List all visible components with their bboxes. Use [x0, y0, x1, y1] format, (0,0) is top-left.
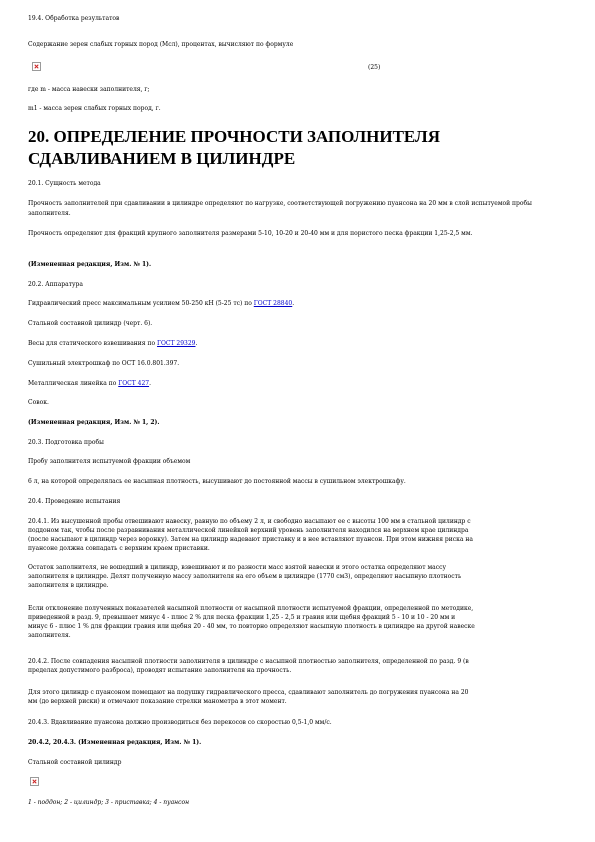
s20-3-paragraph-2: 6 л, на которой определялась ее насыпная плотность, высушивают до постоянной массы в сушильном электрошкафу.	[28, 478, 406, 485]
section-20-title-line2: СДАВЛИВАНИЕМ В ЦИЛИНДРЕ	[28, 149, 296, 168]
s20-2-ruler: Металлическая линейка по ГОСТ 427.	[28, 380, 151, 387]
s20-4-1-line: пуансоне должна совпадать с верхним краем приставки.	[28, 545, 210, 552]
s20-3-heading: 20.3. Подготовка пробы	[28, 439, 104, 446]
s20-2-heading: 20.2. Аппаратура	[28, 281, 83, 288]
s20-2-scales: Весы для статического взвешивания по ГОСТ 29329.	[28, 340, 198, 347]
section-19-4-intro: Содержание зерен слабых горных пород (Мсл), процентах, вычисляют по формуле	[28, 41, 294, 48]
s20-4-note: 20.4.2, 20.4.3. (Измененная редакция, Изм. № 1).	[28, 739, 202, 746]
s20-2-scoop: Совок.	[28, 399, 49, 406]
drawing-caption: Стальной составной цилиндр	[28, 759, 122, 766]
s20-1-heading: 20.1. Сущность метода	[28, 180, 101, 187]
broken-image-icon	[30, 777, 39, 786]
gost-427-link[interactable]: ГОСТ 427	[118, 380, 150, 387]
s20-2-press: Гидравлический пресс максимальным усилием 50-250 кН (5-25 тс) по ГОСТ 28840.	[28, 300, 295, 307]
s20-4-1c-line: приведенной в разд. 9, превышает минус 4 - плюс 2 % для песка фракции 1,25 - 2,5 и гравия или щебня фракций 5 - 10 и 10 - 20 мм и	[28, 614, 456, 621]
s20-1-note: (Измененная редакция, Изм. № 1).	[28, 261, 152, 268]
s20-2-oven: Сушильный электрошкаф по ОСТ 16.0.801.397.	[28, 360, 180, 367]
where-m1-text: m1 - масса зерен слабых горных пород, г.	[28, 105, 161, 112]
s20-4-1-line: (после насыпают в цилиндр через воронку). Затем на цилиндр надевают приставку и в нее вставляют пуансон. При этом нижняя риска на	[28, 536, 473, 543]
broken-image-icon	[32, 62, 41, 71]
s20-4-1-line: поддоном так, чтобы после разравнивания металлической линейкой верхний уровень заполнителя находился на верхнем крае цилиндра	[28, 527, 469, 534]
s20-4-1b-line: Остаток заполнителя, не вошедший в цилиндр, взвешивают и по разности масс взятой навески и этого остатка определяют массу	[28, 564, 446, 571]
section-20-title	[28, 126, 558, 170]
section-20-title-line1: 20. ОПРЕДЕЛЕНИЕ ПРОЧНОСТИ ЗАПОЛНИТЕЛЯ	[28, 127, 440, 146]
section-19-4-heading: 19.4. Обработка результатов	[28, 15, 120, 22]
formula-number: (25)	[368, 64, 381, 71]
s20-4-2-line: пределах допустимого разброса), проводят испытание заполнителя на прочность.	[28, 667, 292, 674]
s20-4-1c-line: заполнителя.	[28, 632, 71, 639]
s20-4-1c-line: Если отклонение полученных показателей насыпной плотности от насыпной плотности испытуемой фракции, определенной по методике,	[28, 605, 474, 612]
s20-3-paragraph-1: Пробу заполнителя испытуемой фракции объемом	[28, 458, 191, 465]
s20-4-3: 20.4.3. Вдавливание пуансона должно производиться без перекосов со скоростью 0,5-1,0 мм/с.	[28, 719, 332, 726]
gost-29329-link[interactable]: ГОСТ 29329	[157, 340, 196, 347]
gost-28840-link[interactable]: ГОСТ 28840	[253, 300, 293, 307]
s20-4-1b-line: заполнителя в цилиндре.	[28, 582, 109, 589]
s20-4-1-line: 20.4.1. Из высушенной пробы отвешивают навеску, равную по объему 2 л, и свободно насыпают ее с высоты 100 мм в стальной цилиндр с	[28, 518, 471, 525]
s20-1-paragraph-2: Прочность определяют для фракций крупного заполнителя размерами 5-10, 10-20 и 20-40 мм и для пористого песка фракции 1,25-2,5 мм.	[28, 230, 473, 237]
s20-4-2b-line: мм (до верхней риски) и отмечают показание стрелки манометра в этот момент.	[28, 698, 287, 705]
s20-2-note: (Измененная редакция, Изм. № 1, 2).	[28, 419, 160, 426]
s20-4-1c-line: минус 6 - плюс 1 % для фракции гравия или щебня 20 - 40 мм, то повторно определяют насыпную плотность в цилиндре на другой навеске	[28, 623, 475, 630]
where-m-text: где m - масса навески заполнителя, г;	[28, 86, 150, 93]
s20-2-cylinder: Стальной составной цилиндр (черт. 6).	[28, 320, 153, 327]
s20-4-2b-line: Для этого цилиндр с пуансоном помещают на подушку гидравлического пресса, сдавливают заполнитель до погружения пуансона на 20	[28, 689, 469, 696]
drawing-legend: 1 - поддон; 2 - цилиндр; 3 - приставка; 4 - пуансон	[28, 799, 190, 806]
s20-4-heading: 20.4. Проведение испытания	[28, 498, 121, 505]
s20-4-1b-line: заполнителя в цилиндре. Делят полученную массу заполнителя на его объем в цилиндре (1770 см3), определяют насыпную плотность	[28, 573, 462, 580]
s20-1-paragraph-1: Прочность заполнителей при сдавливании в цилиндре определяют по нагрузке, соответствующей погружению пуансона на 20 мм в слой испытуемой пробы заполнителя.	[28, 200, 532, 217]
s20-4-2-line: 20.4.2. После совпадения насыпной плотности заполнителя в цилиндре с насыпной плотностью заполнителя, определенной по разд. 9 (в	[28, 658, 469, 665]
